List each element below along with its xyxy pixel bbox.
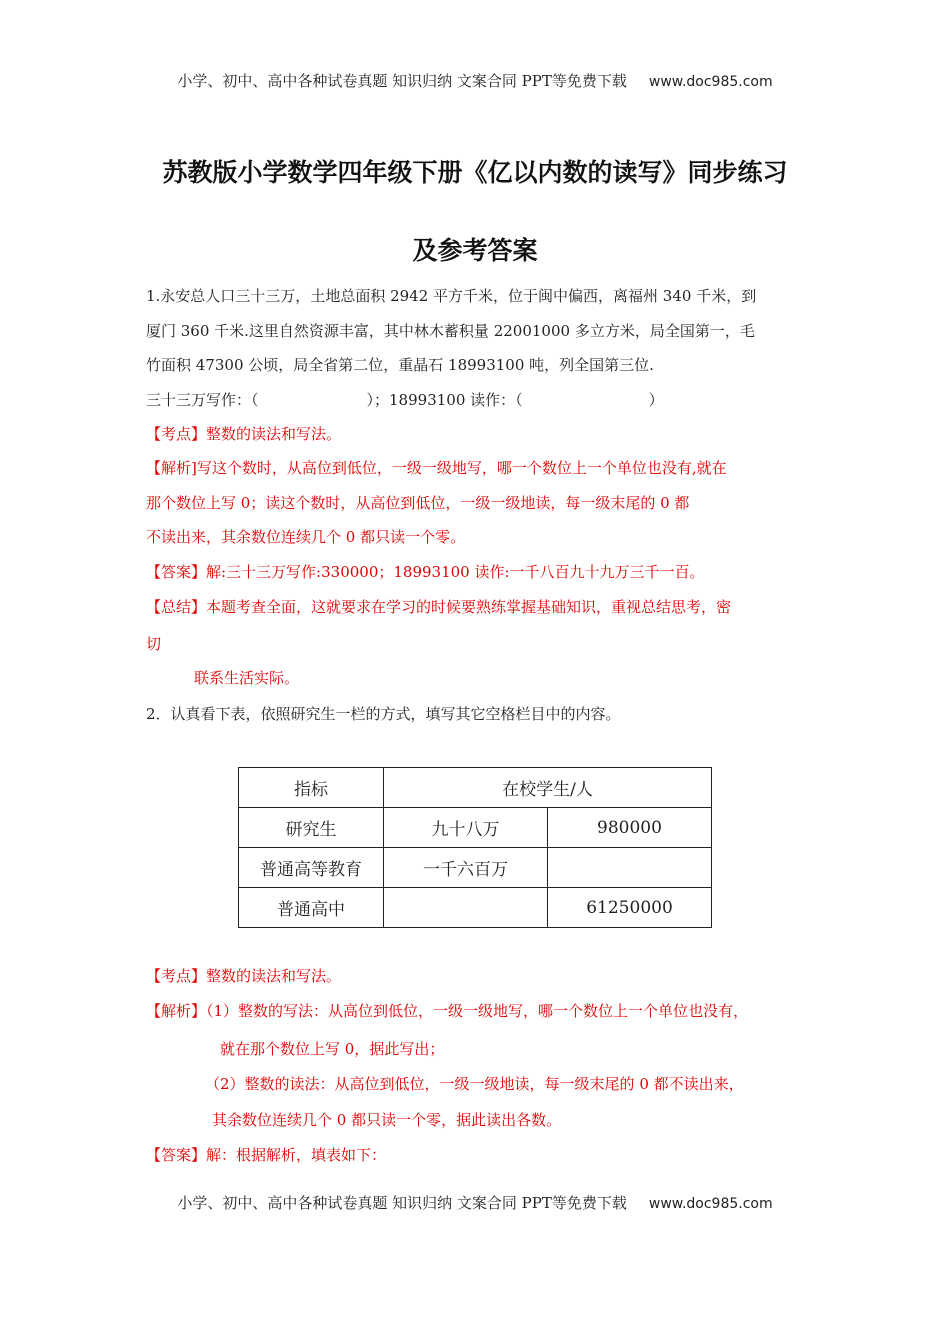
page-title-line1: 苏教版小学数学四年级下册《亿以内数的读写》同步练习 — [162, 158, 788, 187]
table-cell: 普通高中 — [239, 888, 384, 928]
table-row — [239, 808, 712, 848]
table-cell: 一千六百万 — [384, 848, 548, 888]
table-header-indicator: 指标 — [239, 768, 384, 808]
footer-text: 小学、初中、高中各种试卷真题 知识归纳 文案合同 PPT等免费下载 — [177, 1194, 627, 1212]
q2-kaodian: 【考点】整数的读法和写法。 — [146, 967, 342, 985]
table-cell-blank[interactable] — [548, 848, 712, 888]
q1-zongjie-line1: 【总结】本题考查全面，这就要求在学习的时候要熟练掌握基础知识，重视总结思考，密 — [146, 598, 732, 616]
table-cell-blank[interactable] — [384, 888, 548, 928]
header-text: 小学、初中、高中各种试卷真题 知识归纳 文案合同 PPT等免费下载 — [177, 72, 627, 90]
table-cell: 九十八万 — [384, 808, 548, 848]
q1-jiexi-line2: 那个数位上写 0；读这个数时，从高位到低位，一级一级地读，每一级末尾的 0 都 — [146, 494, 690, 512]
page-header — [0, 70, 950, 91]
table-cell: 61250000 — [548, 888, 712, 928]
q2-daan — [146, 1145, 386, 1165]
q1-prompt — [146, 390, 664, 410]
header-site[interactable]: www.doc985.com — [648, 74, 773, 90]
table-cell: 研究生 — [239, 808, 384, 848]
table-row — [239, 768, 712, 808]
q2-daan-text: 解：根据解析，填表如下： — [206, 1146, 387, 1164]
q2-jiexi-line1 — [146, 1001, 748, 1021]
q2-jiexi-text1: （1）整数的写法：从高位到低位，一级一级地写，哪一个数位上一个单位也没有， — [206, 1002, 749, 1020]
q1-jiexi-line1: 【解析]写这个数时，从高位到低位，一级一级地写，哪一个数位上一个单位也没有,就在 — [146, 459, 727, 477]
footer-site[interactable]: www.doc985.com — [648, 1196, 773, 1212]
q1-prompt-b: ）；18993100 读作：（ — [366, 391, 523, 409]
q2-jiexi-line2: 就在那个数位上写 0，据此写出； — [220, 1040, 445, 1058]
q1-text-line2: 厦门 360 千米.这里自然资源丰富，其中林木蓄积量 22001000 多立方米，局全国第一，毛 — [146, 322, 755, 340]
q2-jiexi-label: 【解析】 — [146, 1002, 207, 1020]
q1-prompt-a: 三十三万写作：（ — [146, 391, 259, 409]
page-title-line2: 及参考答案 — [412, 236, 538, 265]
table-row — [239, 848, 712, 888]
table-cell: 980000 — [548, 808, 712, 848]
q1-prompt-c: ） — [648, 391, 664, 409]
q1-daan: 【答案】解:三十三万写作:330000；18993100 读作:一千八百九十九万三千一百。 — [146, 563, 705, 581]
q2-jiexi-line4: 其余数位连续几个 0 都只读一个零，据此读出各数。 — [212, 1111, 562, 1129]
q1-zongjie-line2: 切 — [146, 635, 162, 653]
q1-kaodian: 【考点】整数的读法和写法。 — [146, 425, 342, 443]
page-footer — [0, 1192, 950, 1213]
table-cell: 普通高等教育 — [239, 848, 384, 888]
q1-text-line3: 竹面积 47300 公顷，局全省第二位，重晶石 18993100 吨，列全国第三位. — [146, 356, 654, 374]
table-header-students: 在校学生/人 — [384, 768, 712, 808]
q2-text: 2．认真看下表，依照研究生一栏的方式，填写其它空格栏目中的内容。 — [146, 705, 621, 723]
q2-jiexi-line3: （2）整数的读法：从高位到低位，一级一级地读，每一级末尾的 0 都不读出来， — [205, 1075, 744, 1093]
q2-daan-label: 【答案】 — [146, 1146, 207, 1164]
q1-text-line1: 1.永安总人口三十三万，土地总面积 2942 平方千米，位于闽中偏西，离福州 340 千米，到 — [146, 287, 757, 305]
table-row — [239, 888, 712, 928]
q1-jiexi-line3: 不读出来，其余数位连续几个 0 都只读一个零。 — [146, 528, 466, 546]
q1-zongjie-line3: 联系生活实际。 — [194, 669, 300, 687]
student-count-table — [238, 767, 712, 928]
